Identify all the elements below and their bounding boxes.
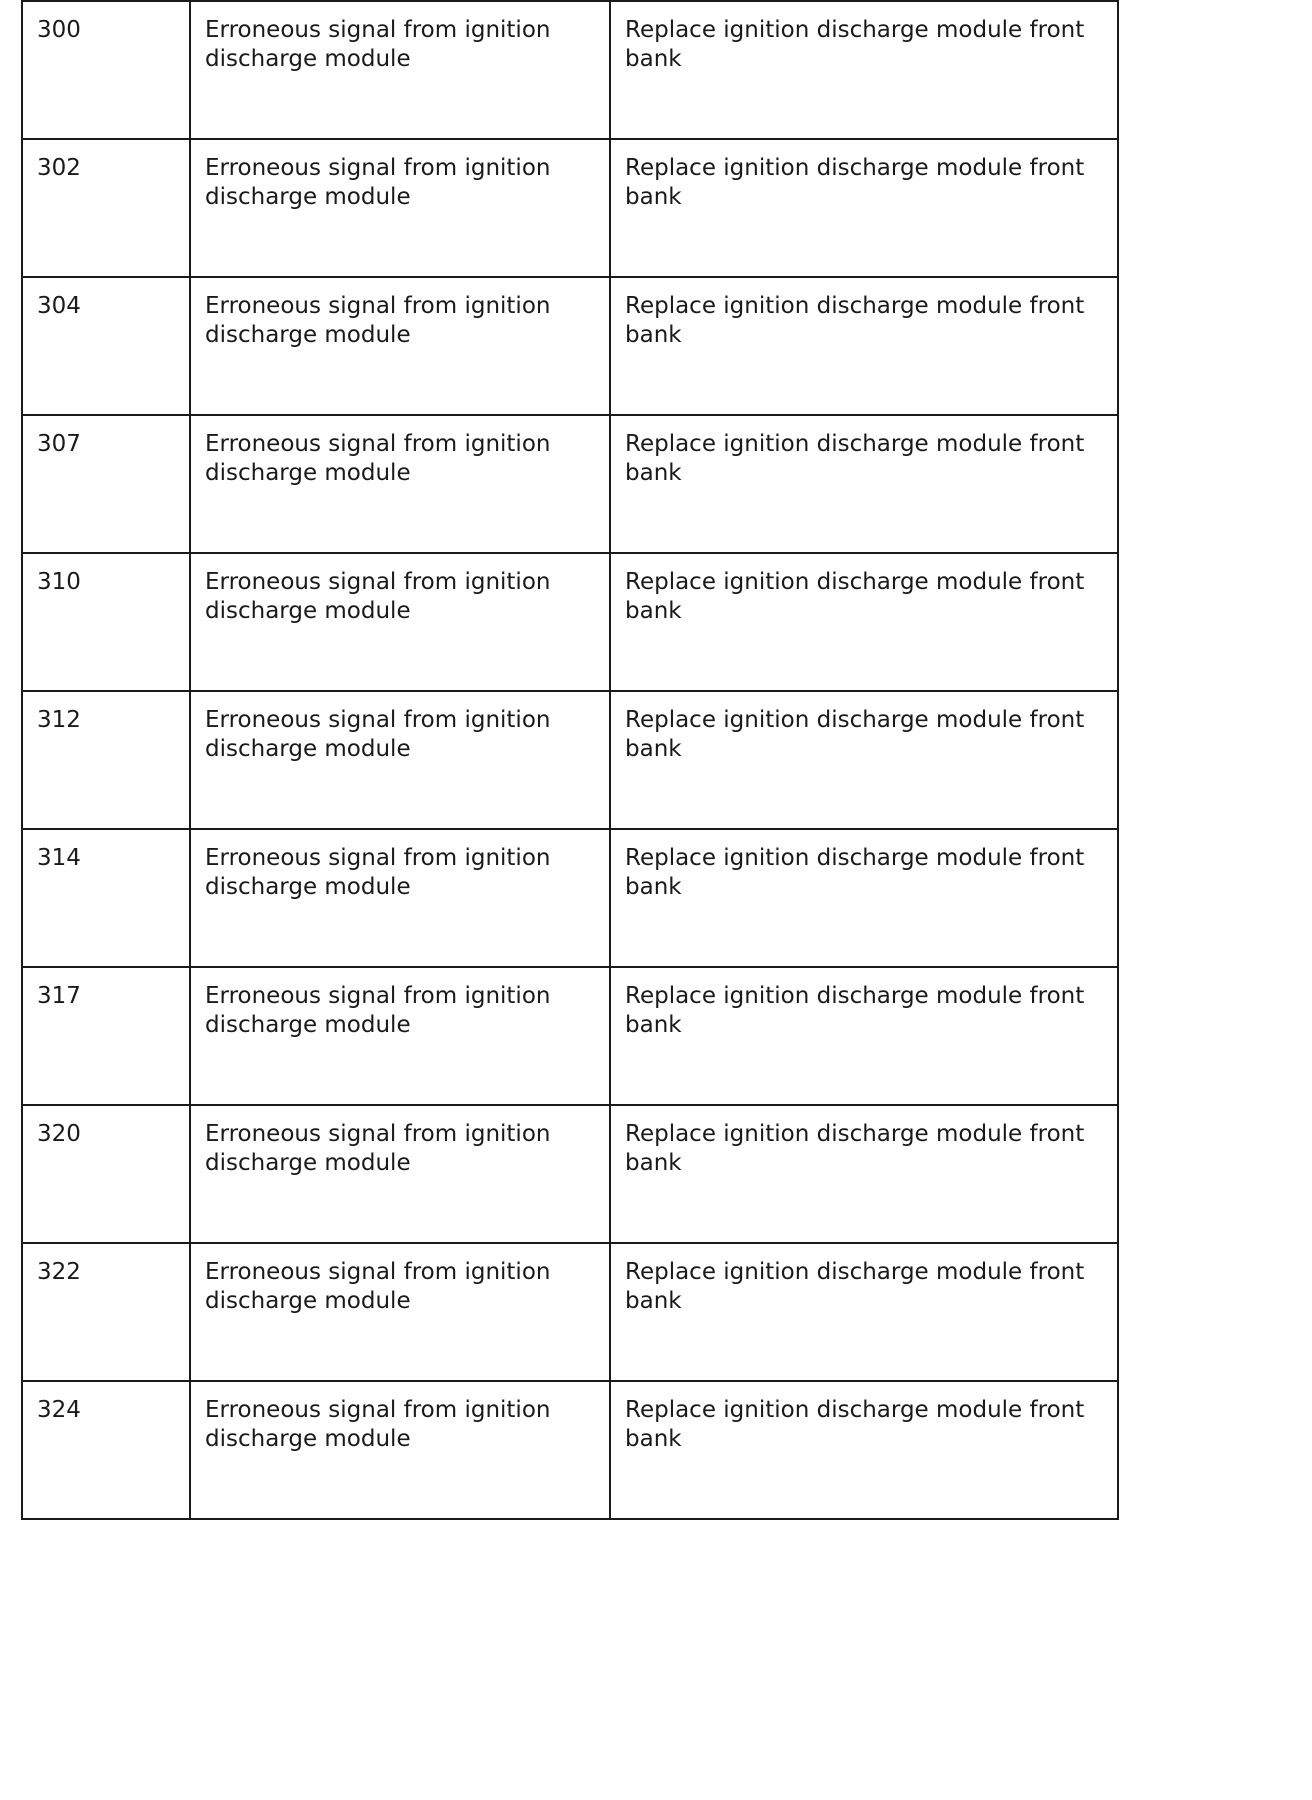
cell-code: 312 xyxy=(22,691,190,829)
cell-description: Erroneous signal from ignition discharge module xyxy=(190,1381,610,1519)
cell-description: Erroneous signal from ignition discharge module xyxy=(190,415,610,553)
table-row xyxy=(22,1105,1118,1243)
cell-description: Erroneous signal from ignition discharge module xyxy=(190,1105,610,1243)
cell-action: Replace ignition discharge module front bank xyxy=(610,277,1118,415)
cell-code: 302 xyxy=(22,139,190,277)
cell-code: 304 xyxy=(22,277,190,415)
table-row xyxy=(22,1,1118,139)
cell-code: 310 xyxy=(22,553,190,691)
cell-description: Erroneous signal from ignition discharge module xyxy=(190,277,610,415)
cell-code: 324 xyxy=(22,1381,190,1519)
cell-action: Replace ignition discharge module front bank xyxy=(610,1,1118,139)
cell-action: Replace ignition discharge module front bank xyxy=(610,139,1118,277)
table-row xyxy=(22,1381,1118,1519)
cell-description: Erroneous signal from ignition discharge module xyxy=(190,691,610,829)
table-row xyxy=(22,967,1118,1105)
cell-action: Replace ignition discharge module front bank xyxy=(610,829,1118,967)
cell-code: 320 xyxy=(22,1105,190,1243)
cell-action: Replace ignition discharge module front bank xyxy=(610,967,1118,1105)
cell-code: 307 xyxy=(22,415,190,553)
cell-description: Erroneous signal from ignition discharge module xyxy=(190,139,610,277)
cell-action: Replace ignition discharge module front bank xyxy=(610,1381,1118,1519)
table-row xyxy=(22,553,1118,691)
cell-code: 317 xyxy=(22,967,190,1105)
cell-action: Replace ignition discharge module front bank xyxy=(610,1105,1118,1243)
table-row xyxy=(22,277,1118,415)
cell-description: Erroneous signal from ignition discharge module xyxy=(190,967,610,1105)
cell-action: Replace ignition discharge module front bank xyxy=(610,415,1118,553)
cell-description: Erroneous signal from ignition discharge module xyxy=(190,829,610,967)
cell-description: Erroneous signal from ignition discharge module xyxy=(190,1,610,139)
cell-code: 300 xyxy=(22,1,190,139)
cell-code: 314 xyxy=(22,829,190,967)
cell-action: Replace ignition discharge module front bank xyxy=(610,691,1118,829)
cell-description: Erroneous signal from ignition discharge module xyxy=(190,553,610,691)
table-row xyxy=(22,829,1118,967)
cell-description: Erroneous signal from ignition discharge module xyxy=(190,1243,610,1381)
table-row xyxy=(22,139,1118,277)
cell-action: Replace ignition discharge module front bank xyxy=(610,1243,1118,1381)
table-row xyxy=(22,691,1118,829)
fault-code-table-body xyxy=(22,1,1118,1519)
table-row xyxy=(22,415,1118,553)
fault-code-table xyxy=(21,0,1119,1520)
table-row xyxy=(22,1243,1118,1381)
cell-code: 322 xyxy=(22,1243,190,1381)
cell-action: Replace ignition discharge module front bank xyxy=(610,553,1118,691)
